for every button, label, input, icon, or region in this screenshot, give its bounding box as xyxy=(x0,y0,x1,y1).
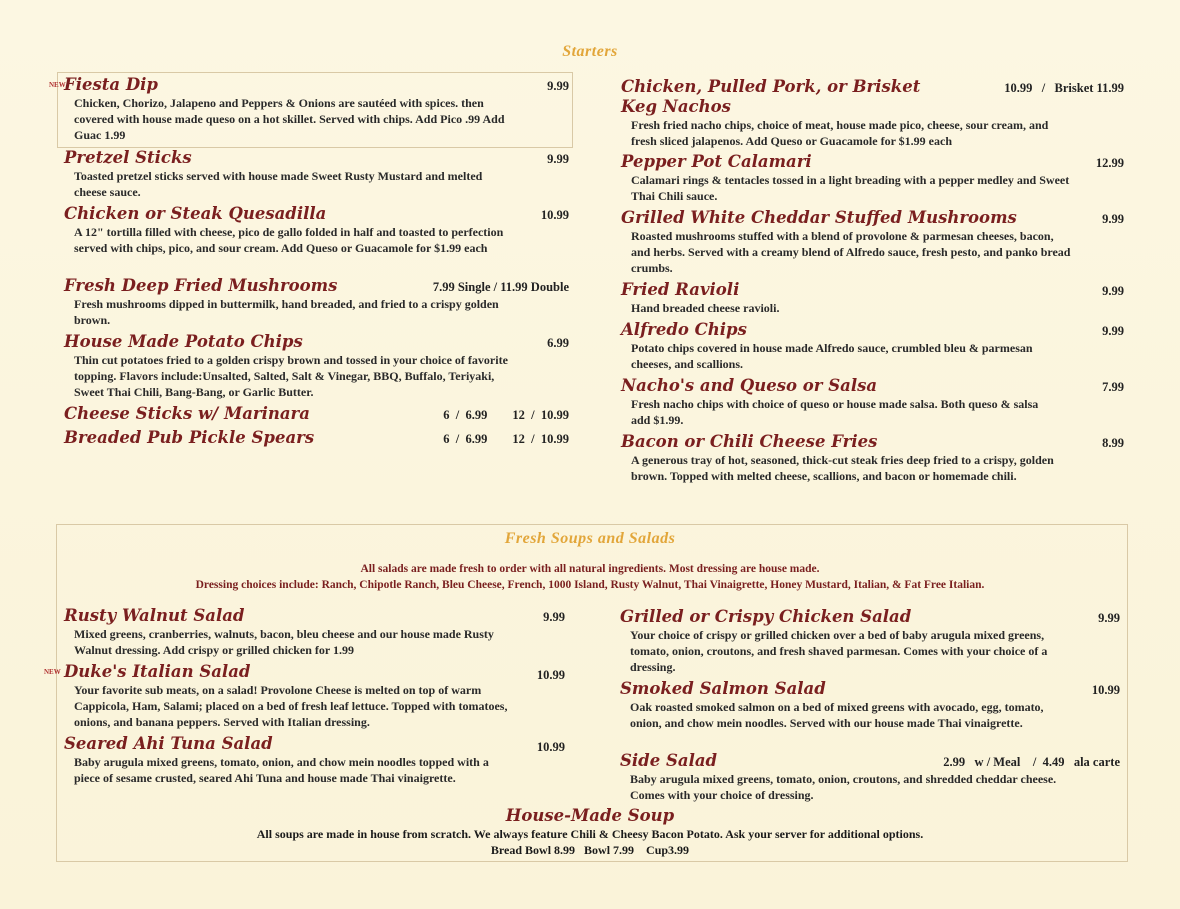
item-description: Calamari rings & tentacles tossed in a light breading with a pepper medley and Sweet Thai Chili sauce. xyxy=(631,173,1070,203)
item-description: A 12" tortilla filled with cheese, pico de gallo folded in half and toasted to perfection served with chips, pico, and sour cream. Add Queso or Guacamole for $1.99 each xyxy=(74,225,504,255)
menu-item-keg-nachos xyxy=(621,77,1124,149)
menu-item-dukes-italian-salad xyxy=(64,662,565,730)
item-price: 7.99 Single / 11.99 Double xyxy=(432,280,569,294)
menu-item-chicken-salad xyxy=(620,607,1120,675)
menu-item-quesadilla xyxy=(64,204,569,256)
item-description: Baby arugula mixed greens, tomato, onion, and chow mein noodles topped with a piece of sesame crusted, seared Ahi Tuna and house made Thai vinaigrette. xyxy=(74,755,489,785)
item-name: Chicken, Pulled Pork, or Brisket Keg Nachos xyxy=(621,77,921,116)
item-description: Your choice of crispy or grilled chicken over a bed of baby arugula mixed greens, tomato, onion, croutons, and fresh shaved parmesan. Comes with your choice of a dressing. xyxy=(630,628,1048,674)
item-price: 8.99 xyxy=(1102,436,1124,450)
item-name: Fried Ravioli xyxy=(621,280,740,299)
menu-item-pretzel-sticks xyxy=(64,148,569,200)
item-description: Roasted mushrooms stuffed with a blend of provolone & parmesan cheeses, bacon, and herbs. Served with a creamy blend of Alfredo sauce, fresh pesto, and panko bread crumbs. xyxy=(631,229,1071,275)
item-name: Smoked Salmon Salad xyxy=(620,679,826,698)
item-description: Thin cut potatoes fried to a golden crispy brown and tossed in your choice of favorite topping. Flavors include:Unsalted, Salted, Salt & Vinegar, BBQ, Buffalo, Teriyaki, Sweet Thai Chili, Bang-Bang, or Garlic Butter. xyxy=(74,353,508,399)
menu-item-smoked-salmon-salad xyxy=(620,679,1120,731)
item-price: 9.99 xyxy=(1098,611,1120,625)
item-description: Toasted pretzel sticks served with house made Sweet Rusty Mustard and melted cheese sauce. xyxy=(74,169,483,199)
menu-item-nachos-queso xyxy=(621,376,1124,428)
item-name: House Made Potato Chips xyxy=(64,332,303,351)
item-description: Chicken, Chorizo, Jalapeno and Peppers & Onions are sautéed with spices. then covered with house made queso on a hot skillet. Served with chips. Add Pico .99 Add Guac 1.99 xyxy=(74,96,505,142)
item-description: Fresh fried nacho chips, choice of meat, house made pico, cheese, sour cream, and fresh sliced jalapenos. Add Queso or Guacamole for $1.99 each xyxy=(631,118,1049,148)
item-name: Pepper Pot Calamari xyxy=(621,152,812,171)
item-name: Fresh Deep Fried Mushrooms xyxy=(64,276,338,295)
item-price: 10.99 xyxy=(540,208,569,222)
item-description: Hand breaded cheese ravioli. xyxy=(631,301,780,315)
item-name: Chicken or Steak Quesadilla xyxy=(64,204,327,223)
menu-item-fried-ravioli xyxy=(621,280,1124,316)
item-price: 6.99 xyxy=(547,336,569,350)
item-name: Alfredo Chips xyxy=(621,320,747,339)
menu-item-pickle-spears xyxy=(64,428,569,448)
item-price: 10.99 / Brisket 11.99 xyxy=(1004,81,1124,95)
item-description: Baby arugula mixed greens, tomato, onion, croutons, and shredded cheddar cheese. Comes with your choice of dressing. xyxy=(630,772,1057,802)
item-name: Side Salad xyxy=(620,751,718,770)
menu-item-rusty-walnut-salad xyxy=(64,606,565,658)
item-name: Duke's Italian Salad xyxy=(64,662,251,681)
item-name: House-Made Soup xyxy=(505,806,675,825)
item-price: 6 / 6.99 12 / 10.99 xyxy=(443,408,569,422)
item-name: Cheese Sticks w/ Marinara xyxy=(64,404,310,423)
starters-title: Starters xyxy=(562,43,618,60)
menu-item-calamari xyxy=(621,152,1124,204)
item-description: Your favorite sub meats, on a salad! Provolone Cheese is melted on top of warm Cappicola, Ham, Salami; placed on a bed of fresh leaf lettuce. Topped with tomatoes, onions, and banana peppers. Served with Italian dressing. xyxy=(74,683,508,729)
item-price: 12.99 xyxy=(1095,156,1124,170)
new-badge: NEW xyxy=(49,81,66,89)
item-name: Grilled White Cheddar Stuffed Mushrooms xyxy=(621,208,1017,227)
menu-item-ahi-tuna-salad xyxy=(64,734,565,786)
item-description: All soups are made in house from scratch. We always feature Chili & Cheesy Bacon Potato. Ask your server for additional options. xyxy=(256,827,924,841)
item-price: 10.99 xyxy=(536,740,565,754)
menu-item-fried-mushrooms xyxy=(64,276,569,328)
menu-item-cheese-sticks xyxy=(64,404,569,424)
menu-item-side-salad xyxy=(620,751,1120,803)
item-name: Grilled or Crispy Chicken Salad xyxy=(620,607,912,626)
item-price: Bread Bowl 8.99 Bowl 7.99 Cup3.99 xyxy=(490,843,690,857)
dressing-choices: Dressing choices include: Ranch, Chipotle Ranch, Bleu Cheese, French, 1000 Island, Rusty Walnut, Thai Vinaigrette, Honey Mustard, Italian, & Fat Free Italian. xyxy=(195,579,985,591)
menu-item-stuffed-mushrooms xyxy=(621,208,1124,276)
item-description: Oak roasted smoked salmon on a bed of mixed greens with avocado, egg, tomato, onion, and chow mein noodles. Served with our house made Thai vinaigrette. xyxy=(630,700,1044,730)
item-description: A generous tray of hot, seasoned, thick-cut steak fries deep fried to a crispy, golden brown. Topped with melted cheese, scallions, and bacon or homemade chili. xyxy=(631,453,1054,483)
item-description: Mixed greens, cranberries, walnuts, bacon, bleu cheese and our house made Rusty Walnut dressing. Add crispy or grilled chicken for 1.99 xyxy=(74,627,494,657)
item-description: Fresh nacho chips with choice of queso or house made salsa. Both queso & salsa add $1.99. xyxy=(631,397,1039,427)
item-name: Nacho's and Queso or Salsa xyxy=(621,376,878,395)
item-price: 10.99 xyxy=(1091,683,1120,697)
item-price: 9.99 xyxy=(1102,324,1124,338)
item-price: 9.99 xyxy=(547,152,569,166)
item-name: Rusty Walnut Salad xyxy=(64,606,245,625)
soups-salads-title: Fresh Soups and Salads xyxy=(504,530,676,547)
item-price: 7.99 xyxy=(1102,380,1124,394)
item-price: 2.99 w / Meal / 4.49 ala carte xyxy=(943,755,1120,769)
item-name: Pretzel Sticks xyxy=(64,148,192,167)
item-price: 10.99 xyxy=(536,668,565,682)
item-name: Fiesta Dip xyxy=(64,75,158,94)
item-price: 9.99 xyxy=(543,610,565,624)
item-name: Breaded Pub Pickle Spears xyxy=(64,428,315,447)
menu-item-house-made-soup xyxy=(0,806,1180,858)
item-price: 6 / 6.99 12 / 10.99 xyxy=(443,432,569,446)
item-price: 9.99 xyxy=(547,79,569,93)
item-price: 9.99 xyxy=(1102,212,1124,226)
menu-item-alfredo-chips xyxy=(621,320,1124,372)
menu-item-fiesta-dip xyxy=(64,75,569,143)
item-name: Bacon or Chili Cheese Fries xyxy=(621,432,878,451)
new-badge: NEW xyxy=(44,668,61,676)
item-price: 9.99 xyxy=(1102,284,1124,298)
menu-item-potato-chips xyxy=(64,332,569,400)
item-description: Fresh mushrooms dipped in buttermilk, hand breaded, and fried to a crispy golden brown. xyxy=(74,297,499,327)
item-name: Seared Ahi Tuna Salad xyxy=(64,734,273,753)
salads-note: All salads are made fresh to order with all natural ingredients. Most dressing are house made. xyxy=(360,563,820,575)
menu-item-cheese-fries xyxy=(621,432,1124,484)
item-description: Potato chips covered in house made Alfredo sauce, crumbled bleu & parmesan cheeses, and scallions. xyxy=(631,341,1033,371)
